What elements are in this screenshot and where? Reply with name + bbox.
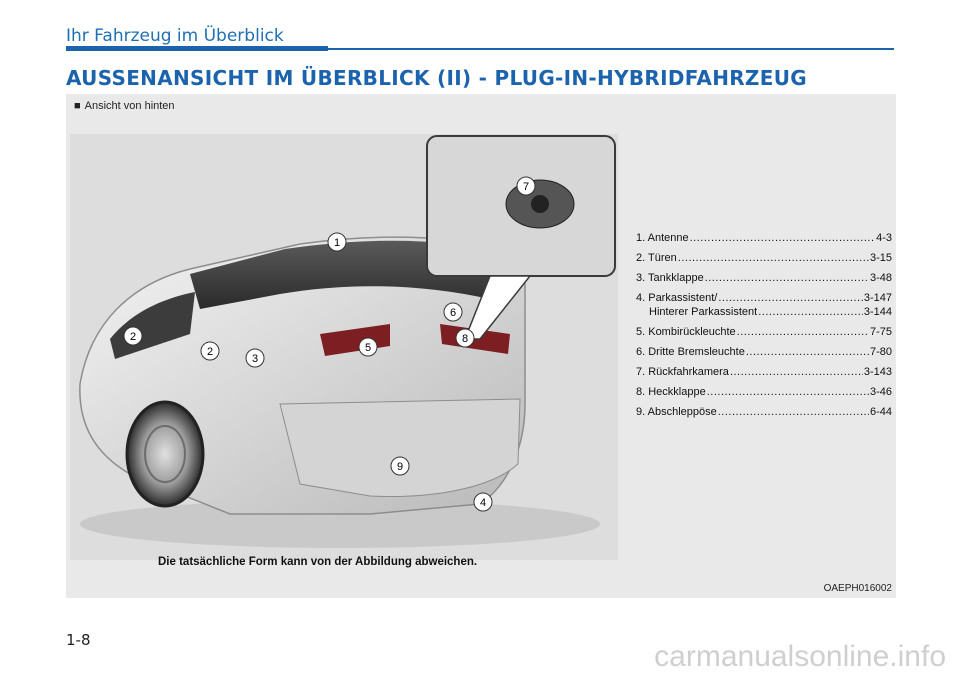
svg-text:7: 7 (522, 181, 530, 193)
legend-label: 6. Dritte Bremsleuchte (636, 346, 745, 358)
legend-item (636, 386, 892, 406)
car-illustration (70, 134, 618, 560)
legend-page-ref: 3-46 (869, 386, 892, 398)
legend-label: 3. Tankklappe (636, 272, 704, 284)
legend-label: 5. Kombirückleuchte (636, 326, 736, 338)
legend-label: 2. Türen (636, 252, 677, 264)
page-number: 1-8 (66, 631, 91, 649)
svg-text:8: 8 (461, 333, 469, 345)
legend-label: 7. Rückfahrkamera (636, 366, 729, 378)
svg-text:5: 5 (364, 342, 372, 354)
callout-8 (456, 329, 474, 347)
legend-page-ref: 7-75 (869, 326, 892, 338)
legend-page-ref: 7-80 (869, 346, 892, 358)
legend-page-ref: 3-48 (869, 272, 892, 284)
legend-page-ref: 4-3 (876, 232, 892, 244)
rear-bumper (280, 399, 520, 497)
callout-7 (517, 177, 535, 195)
callout-4 (474, 493, 492, 511)
page-title: AUSSENANSICHT IM ÜBERBLICK (II) - PLUG-IN-HYBRIDFAHRZEUG (66, 66, 807, 90)
legend-page-ref: 3-144 (863, 306, 892, 318)
svg-text:9: 9 (396, 461, 404, 473)
header-bar (66, 46, 328, 51)
square-bullet-icon: ■ (74, 100, 81, 112)
callout-5 (359, 338, 377, 356)
legend-item (636, 326, 892, 346)
legend-page-ref: 3-147 (863, 292, 892, 304)
section-header: Ihr Fahrzeug im Überblick (66, 26, 284, 46)
svg-text:4: 4 (479, 497, 487, 509)
callout-9 (391, 457, 409, 475)
parts-legend (636, 232, 892, 426)
legend-item (636, 252, 892, 272)
legend-item (636, 406, 892, 426)
callout-3 (246, 349, 264, 367)
car-rear-view-drawing (70, 134, 618, 560)
svg-text:3: 3 (251, 353, 259, 365)
legend-page-ref: 6-44 (869, 406, 892, 418)
legend-page-ref: 3-15 (869, 252, 892, 264)
callout-1 (328, 233, 346, 251)
svg-text:2: 2 (206, 346, 214, 358)
callout-2b (201, 342, 219, 360)
legend-item (636, 346, 892, 366)
header-rule (328, 48, 894, 50)
camera-lens (531, 195, 549, 213)
legend-item (636, 366, 892, 386)
legend-label: 1. Antenne (636, 232, 689, 244)
view-label (74, 100, 175, 112)
legend-label: 9. Abschleppöse (636, 406, 717, 418)
figure-panel (66, 94, 896, 598)
figure-caption: Die tatsächliche Form kann von der Abbildung abweichen. (158, 556, 478, 568)
figure-code: OAEPH016002 (823, 583, 892, 594)
callout-6 (444, 303, 462, 321)
legend-item (636, 232, 892, 252)
rear-wheel (127, 402, 203, 506)
callout-2a (124, 327, 142, 345)
legend-label: 4. Parkassistent/ (636, 292, 718, 304)
svg-text:6: 6 (449, 307, 457, 319)
watermark: carmanualsonline.info (654, 640, 946, 673)
legend-subitem (636, 306, 892, 326)
svg-text:1: 1 (333, 237, 341, 249)
svg-text:2: 2 (129, 331, 137, 343)
view-label-text: Ansicht von hinten (84, 100, 175, 112)
legend-label: 8. Heckklappe (636, 386, 706, 398)
legend-page-ref: 3-143 (863, 366, 892, 378)
legend-sub-label: Hinterer Parkassistent (649, 306, 758, 318)
legend-item (636, 272, 892, 292)
